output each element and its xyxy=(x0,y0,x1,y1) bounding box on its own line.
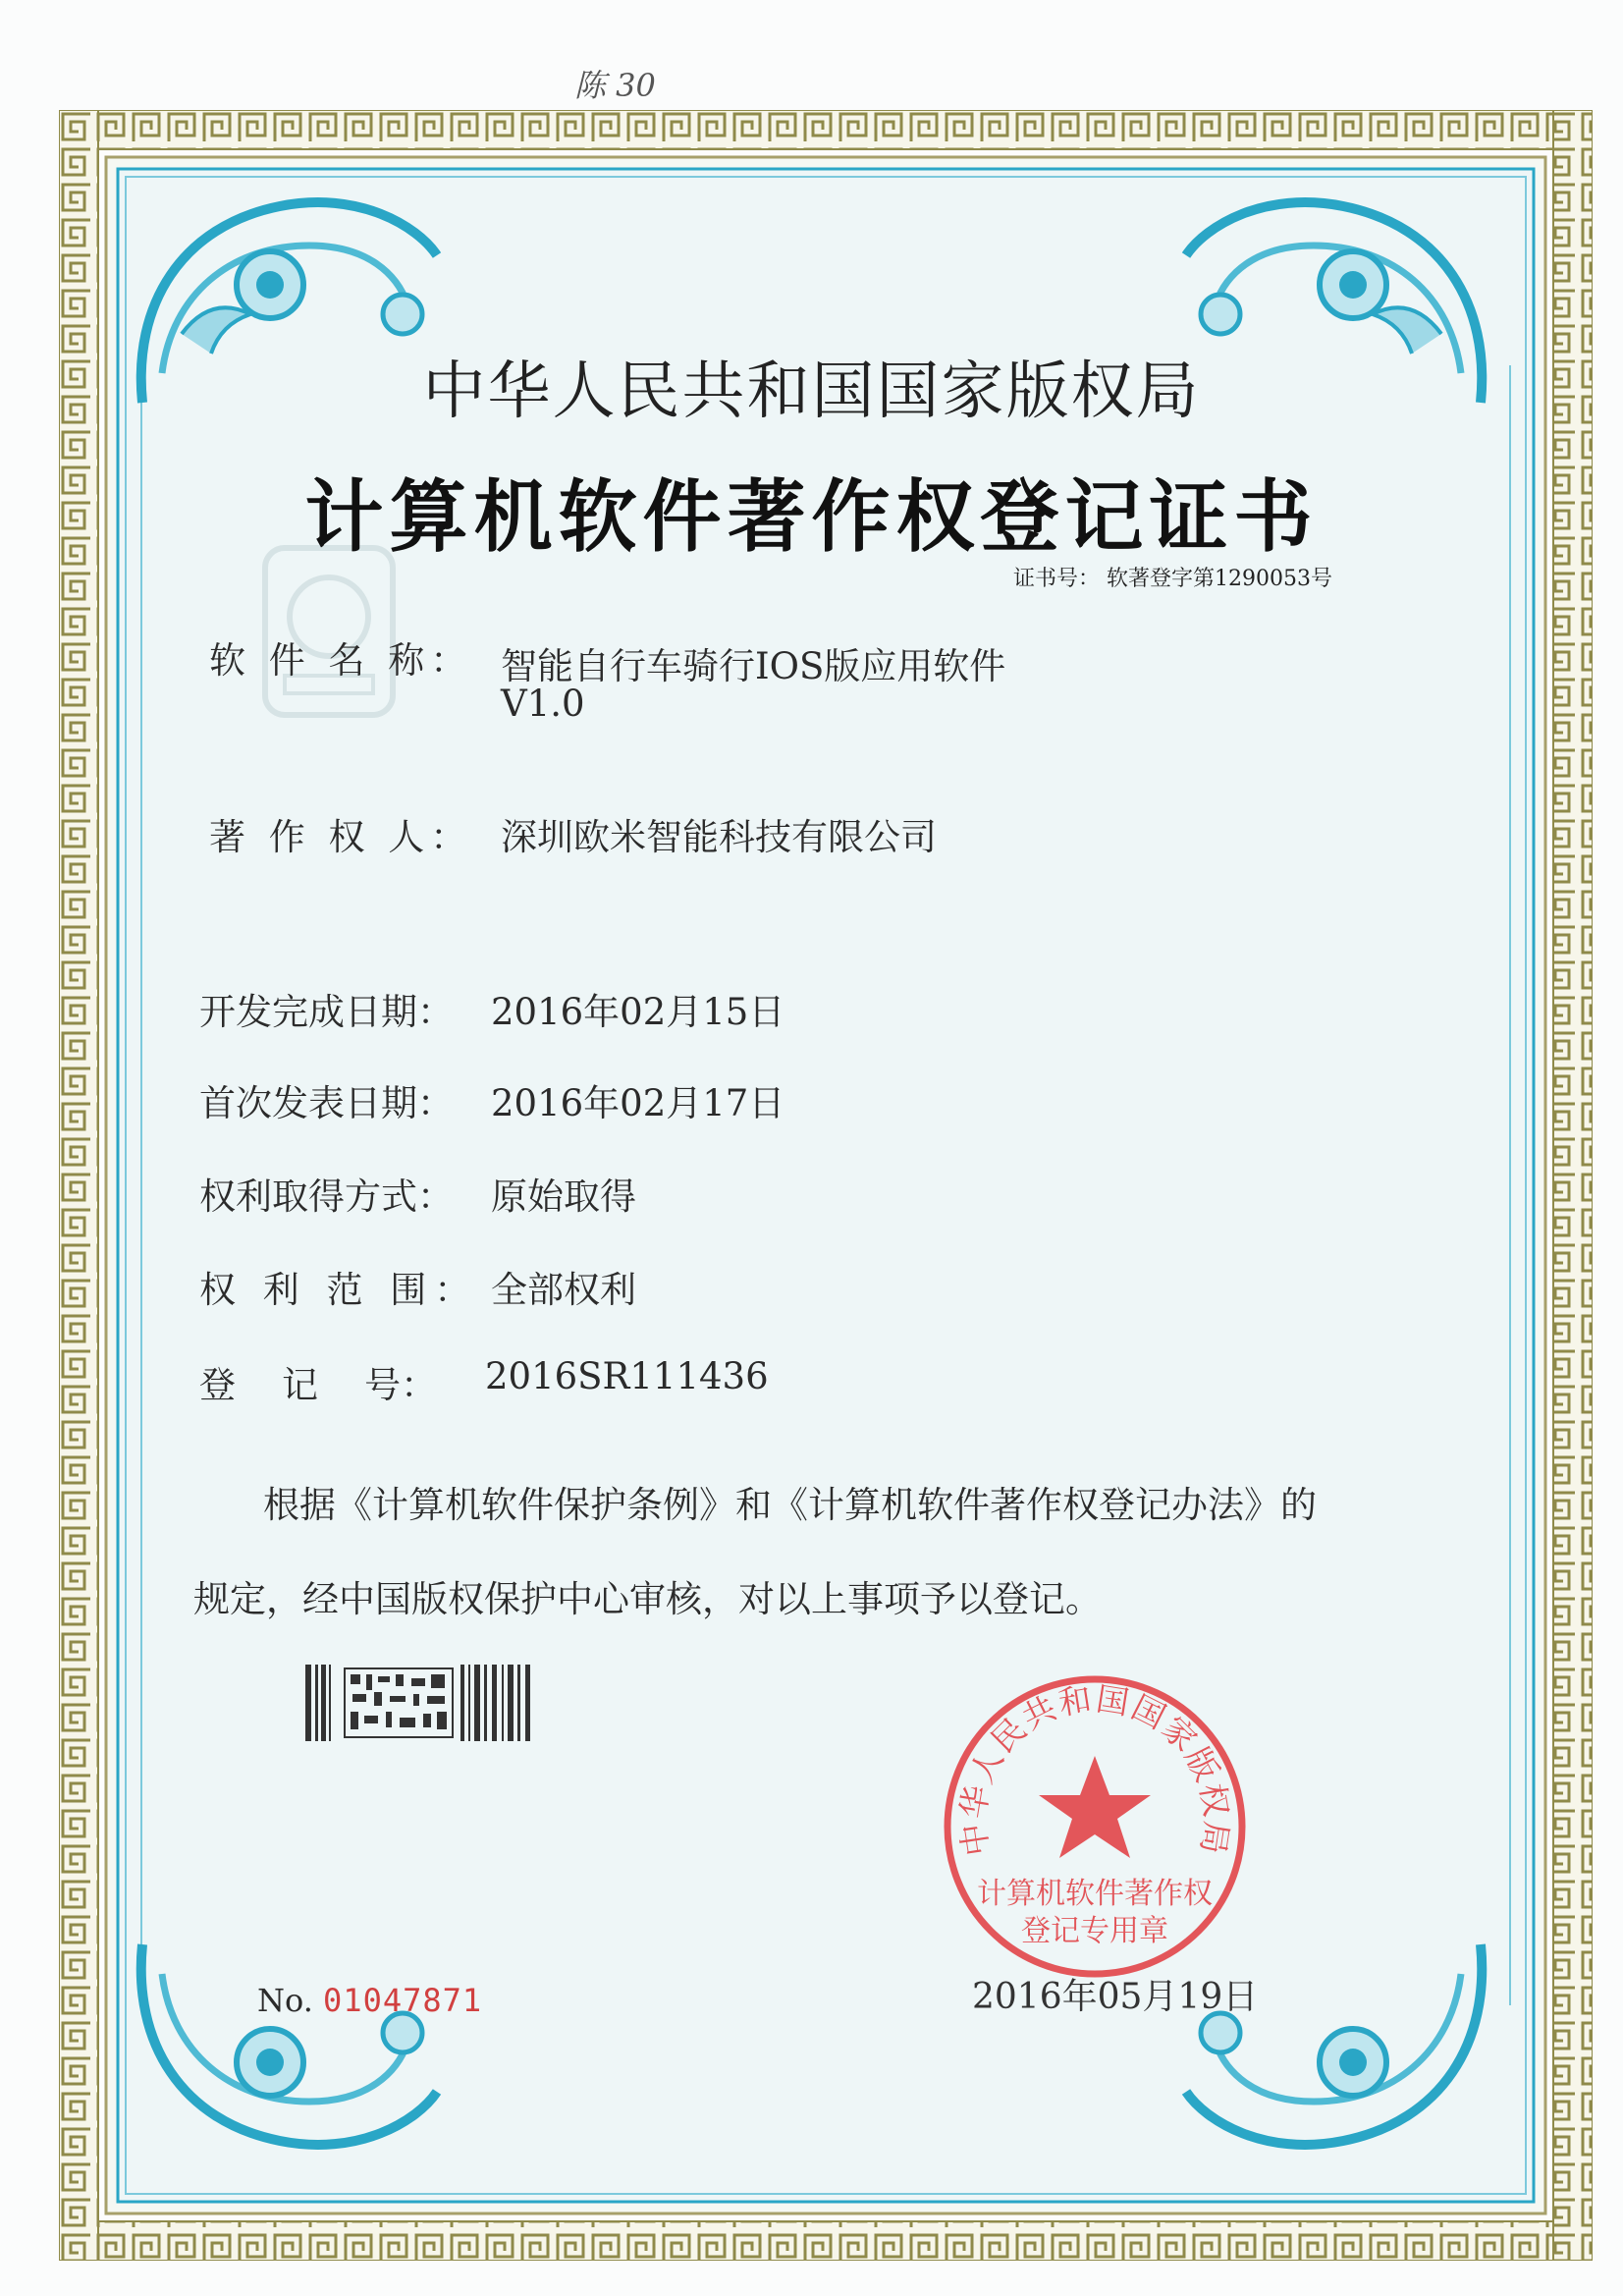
field-value-scope: 全部权利 xyxy=(491,1269,636,1311)
field-label-reg-number: 登 记 号： xyxy=(199,1364,438,1406)
field-label-publish-date: 首次发表日期： xyxy=(199,1082,454,1124)
field-value-acquisition: 原始取得 xyxy=(491,1175,636,1218)
serial-value: 01047871 xyxy=(323,1982,483,2019)
issue-date: 2016年05月19日 xyxy=(972,1977,1259,2017)
field-value-reg-number: 2016SR111436 xyxy=(485,1355,769,1397)
field-label-copyright-owner: 著 作 权 人： xyxy=(209,816,473,858)
certificate-barcode xyxy=(305,1665,531,1741)
field-value-publish-date: 2016年02月17日 xyxy=(491,1082,785,1124)
certificate-number-label: 证书号： xyxy=(1013,567,1101,591)
field-value-software-name: 智能自行车骑行IOS版应用软件 xyxy=(501,645,1006,687)
statement-line-2: 规定，经中国版权保护中心审核，对以上事项予以登记。 xyxy=(193,1578,1102,1620)
handwritten-note: 陈 30 xyxy=(574,67,656,104)
seal-inner-line-2: 登记专用章 xyxy=(1021,1914,1168,1948)
serial-prefix: No. xyxy=(257,1982,313,2019)
field-label-acquisition: 权利取得方式： xyxy=(199,1175,454,1218)
seal-star-icon xyxy=(1039,1756,1151,1858)
certificate-number xyxy=(1013,562,1332,592)
field-value-copyright-owner: 深圳欧米智能科技有限公司 xyxy=(501,816,937,858)
statement-line-1: 根据《计算机软件保护条例》和《计算机软件著作权登记办法》的 xyxy=(263,1484,1317,1526)
issuer-heading: 中华人民共和国国家版权局 xyxy=(422,355,1201,428)
seal-outer-text: 中华人民共和国国家版权局 xyxy=(952,1678,1237,1859)
official-seal xyxy=(938,1669,1252,1984)
field-label-dev-date: 开发完成日期： xyxy=(199,991,454,1033)
certificate-number-value: 软著登字第1290053号 xyxy=(1107,567,1332,591)
ornament-bottom-left xyxy=(123,1925,457,2180)
field-value-dev-date: 2016年02月15日 xyxy=(491,991,785,1033)
field-label-scope: 权 利 范 围： xyxy=(199,1269,479,1311)
seal-inner-line-1: 计算机软件著作权 xyxy=(977,1877,1213,1911)
certificate-title: 计算机软件著作权登记证书 xyxy=(304,470,1319,563)
field-value-software-version: V1.0 xyxy=(501,683,585,725)
field-label-software-name: 软 件 名 称： xyxy=(209,639,473,682)
serial-number xyxy=(257,1982,482,2019)
